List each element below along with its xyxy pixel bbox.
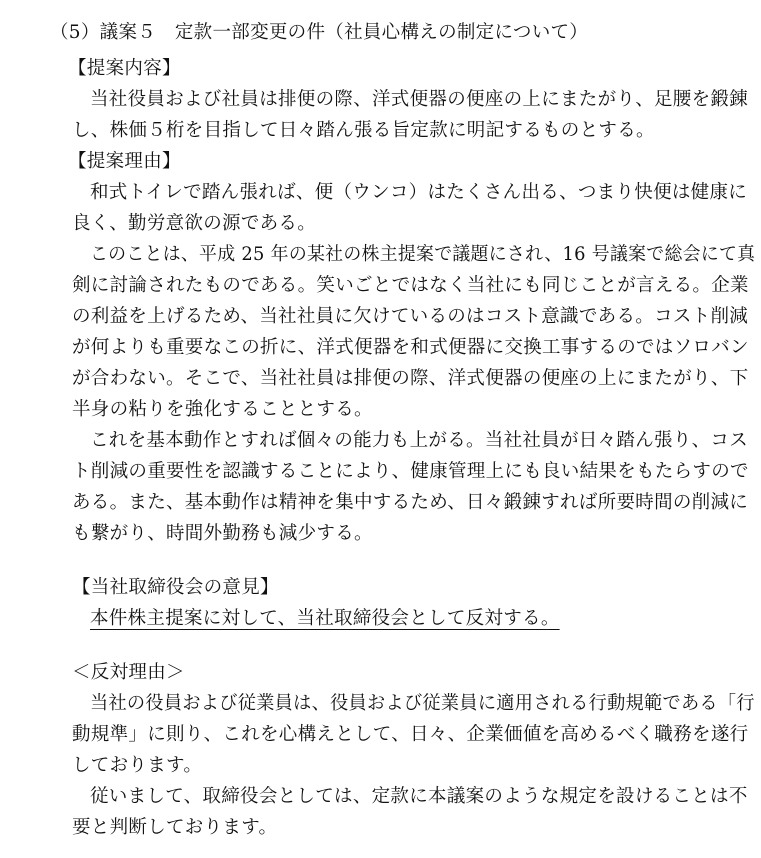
- reason-line: 半身の粘りを強化することとする。: [72, 399, 373, 420]
- reason-line: が合わない。そこで、当社社員は排便の際、洋式便器の便座の上にまたがり、下: [72, 368, 749, 389]
- reason-line: 良く、勤労意欲の源である。: [72, 213, 317, 234]
- reason-line: 剣に討論されたものである。笑いごとではなく当社にも同じことが言える。企業: [72, 275, 749, 296]
- reason-line: このことは、平成 25 年の某社の株主提案で議題にされ、16 号議案で総会にて真: [90, 244, 756, 265]
- reason-line: 和式トイレで踏ん張れば、便（ウンコ）はたくさん出る、つまり快便は健康に: [90, 182, 748, 203]
- reason-line: が何よりも重要なこの折に、洋式便器を和式便器に交換工事するのではソロバン: [72, 337, 749, 358]
- proposal-heading: 【提案内容】: [68, 58, 181, 79]
- opposition-line: 要と判断しております。: [72, 817, 278, 838]
- opposition-line: 従いまして、取締役会としては、定款に本議案のような規定を設けることは不: [90, 786, 748, 807]
- board-heading: 【当社取締役会の意見】: [72, 577, 279, 598]
- reason-heading: 【提案理由】: [68, 151, 181, 172]
- agenda-title: （5）議案５ 定款一部変更の件（社員心構えの制定について）: [50, 22, 589, 43]
- opposition-line: 動規準」に則り、これを心構えとして、日々、企業価値を高めるべく職務を遂行: [72, 724, 749, 745]
- opposition-line: しております。: [72, 755, 203, 776]
- reason-line: ト削減の重要性を認識することにより、健康管理上にも良い結果をもたらすので: [72, 461, 749, 482]
- reason-line: も繋がり、時間外勤務も減少する。: [72, 523, 373, 544]
- opposition-line: 当社の役員および従業員は、役員および従業員に適用される行動規範である「行: [90, 693, 755, 714]
- proposal-line: し、株価５桁を目指して日々踏ん張る旨定款に明記するものとする。: [72, 120, 655, 141]
- opposition-heading: ＜反対理由＞: [72, 662, 185, 683]
- reason-line: ある。また、基本動作は精神を集中するため、日々鍛錬すれば所要時間の削減に: [72, 492, 749, 513]
- board-statement: 本件株主提案に対して、当社取締役会として反対する。: [90, 608, 560, 629]
- proposal-line: 当社役員および社員は排便の際、洋式便器の便座の上にまたがり、足腰を鍛錬: [90, 89, 749, 110]
- reason-line: これを基本動作とすれば個々の能力も上がる。当社社員が日々踏ん張り、コス: [90, 430, 749, 451]
- reason-line: の利益を上げるため、当社社員に欠けているのはコスト意識である。コスト削減: [72, 306, 749, 327]
